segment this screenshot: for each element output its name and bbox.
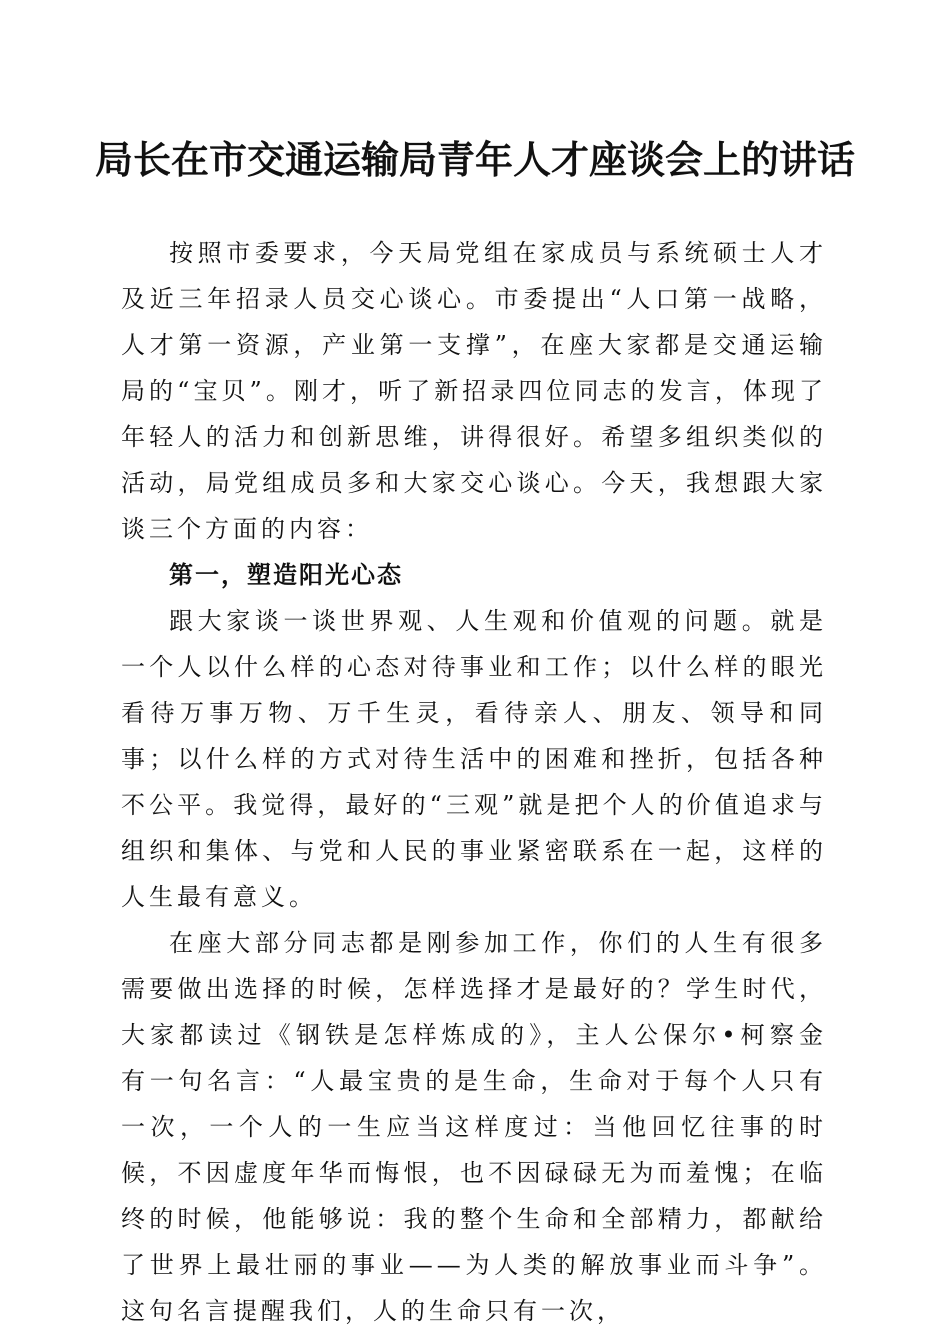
paragraph-worldview: 跟大家谈一谈世界观、人生观和价值观的问题。就是一个人以什么样的心态对待事业和工作；以什么样的眼光看待万事万物、万千生灵，看待亲人、朋友、领导和同事；以什么样的方式对待生活中的困难和挫折，包括各种不公平。我觉得，最好的“三观”就是把个人的价值追求与组织和集体、与党和人民的事业紧密联系在一起，这样的人生最有意义。 (121, 607, 827, 911)
section-heading-1: 第一，塑造阳光心态 (169, 560, 403, 589)
paragraph-quote: 在座大部分同志都是刚参加工作，你们的人生有很多需要做出选择的时候，怎样选择才是最好的？学生时代，大家都读过《钢铁是怎样炼成的》，主人公保尔•柯察金有一句名言：“人最宝贵的是生命，生命对于每个人只有一次，一个人的一生应当这样度过：当他回忆往事的时候，不因虚度年华而悔恨，也不因碌碌无为而羞愧；在临终的时候，他能够说：我的整个生命和全部精力，都献给了世界上最壮丽的事业——为人类的解放事业而斗争”。这句名言提醒我们，人的生命只有一次， (121, 929, 827, 1325)
document-body (121, 230, 827, 1334)
document-title: 局长在市交通运输局青年人才座谈会上的讲话 (94, 137, 855, 182)
paragraph-intro: 按照市委要求，今天局党组在家成员与系统硕士人才及近三年招录人员交心谈心。市委提出“人口第一战略，人才第一资源，产业第一支撑”，在座大家都是交通运输局的“宝贝”。刚才，听了新招录四位同志的发言，体现了年轻人的活力和创新思维，讲得很好。希望多组织类似的活动，局党组成员多和大家交心谈心。今天，我想跟大家谈三个方面的内容： (121, 239, 827, 543)
